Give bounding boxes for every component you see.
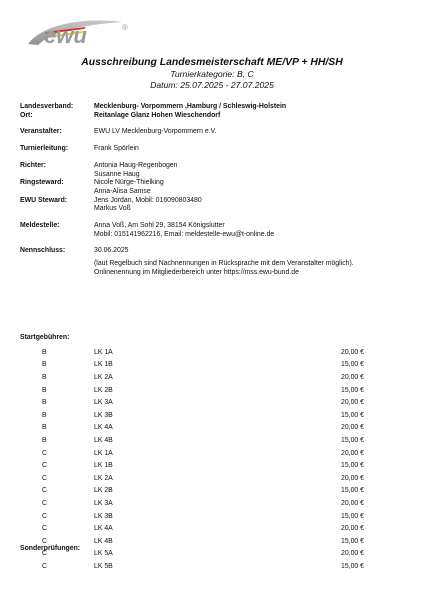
fee-class: LK 4B <box>94 537 113 545</box>
fee-row <box>20 472 364 485</box>
steward-1: Jens Jordan, Mobil: 016090803480 <box>94 196 202 204</box>
fee-class: LK 3A <box>94 399 113 407</box>
fee-price: 15,00 € <box>341 487 364 495</box>
special-tests-heading: Sonderprüfungen: <box>20 545 81 552</box>
fee-price: 20,00 € <box>341 348 364 356</box>
fee-category: B <box>42 424 47 432</box>
logo-lettering: ewu <box>44 23 87 48</box>
fee-row <box>20 447 364 460</box>
label-ort: Ort: <box>20 111 33 119</box>
label-ringsteward: Ringsteward: <box>20 179 64 187</box>
value-ort: Reitanlage Glanz Hohen Wieschendorf <box>94 111 221 119</box>
fee-category: C <box>42 537 47 545</box>
fee-price: 20,00 € <box>341 424 364 432</box>
fee-category: C <box>42 525 47 533</box>
fee-row <box>20 396 364 409</box>
nennschluss-note: (laut Regelbuch sind Nachnennungen in Rücksprache mit dem Veranstalter möglich). <box>94 260 354 268</box>
event-dates: Datum: 25.07.2025 - 27.07.2025 <box>150 80 274 90</box>
row-landesverband <box>20 103 400 112</box>
row-veranstalter <box>20 128 400 137</box>
fee-price: 20,00 € <box>341 550 364 558</box>
row-ringsteward <box>20 179 400 196</box>
fee-price: 20,00 € <box>341 399 364 407</box>
fee-class: LK 4A <box>94 424 113 432</box>
fee-row <box>20 522 364 535</box>
value-landesverband: Mecklenburg- Vorpommern ,Hamburg / Schleswig-Holstein <box>94 103 287 110</box>
row-ort <box>20 112 400 121</box>
label-turnierleitung: Turnierleitung: <box>20 145 69 153</box>
fee-category: B <box>42 361 47 369</box>
row-nennschluss <box>20 247 400 277</box>
label-nennschluss: Nennschluss: <box>20 247 66 255</box>
fee-category: B <box>42 411 47 419</box>
fee-class: LK 2A <box>94 474 113 482</box>
fee-price: 15,00 € <box>341 512 364 520</box>
fee-row <box>20 359 364 372</box>
fee-category: C <box>42 474 47 482</box>
fee-row <box>20 497 364 510</box>
fee-class: LK 2A <box>94 373 113 381</box>
info-section <box>20 103 400 278</box>
fee-row <box>20 384 364 397</box>
fee-price: 15,00 € <box>341 537 364 545</box>
value-veranstalter: EWU LV Mecklenburg-Vorpommern e.V. <box>94 128 217 136</box>
fee-row <box>20 409 364 422</box>
nennschluss-online: Onlinenennung im Mitgliederbereich unter https://mss.ewu-bund.de <box>94 268 299 276</box>
value-nennschluss <box>94 247 400 277</box>
fee-class: LK 5A <box>94 550 113 558</box>
meldestelle-address: Anna Voß, Am Sohl 29, 38154 Königslutter <box>94 222 225 230</box>
fee-price: 15,00 € <box>341 562 364 570</box>
fee-class: LK 3A <box>94 499 113 507</box>
fee-category: B <box>42 436 47 444</box>
row-meldestelle <box>20 222 400 239</box>
title-block <box>0 56 424 91</box>
row-richter <box>20 162 400 179</box>
fee-category: B <box>42 348 47 356</box>
richter-1: Antonia Haug-Regenbogen <box>94 161 178 169</box>
nennschluss-date: 30.06.2025 <box>94 247 129 255</box>
row-turnierleitung <box>20 145 400 154</box>
fee-price: 20,00 € <box>341 373 364 381</box>
fee-price: 15,00 € <box>341 462 364 470</box>
fee-class: LK 3B <box>94 512 113 520</box>
fee-category: C <box>42 512 47 520</box>
fee-price: 15,00 € <box>341 386 364 394</box>
fee-category: C <box>42 487 47 495</box>
fee-category: C <box>42 449 47 457</box>
fees-table <box>20 346 364 573</box>
ewu-logo <box>26 18 130 48</box>
fee-price: 20,00 € <box>341 449 364 457</box>
fee-class: LK 2B <box>94 487 113 495</box>
fee-row <box>20 434 364 447</box>
fee-row <box>20 346 364 359</box>
steward-2: Markus Voß <box>94 205 131 213</box>
meldestelle-contact: Mobil: 015141962216, Email: meldestelle-ewu@t-online.de <box>94 230 275 238</box>
fee-class: LK 2B <box>94 386 113 394</box>
logo-registered: ® <box>122 23 128 32</box>
label-richter: Richter: <box>20 161 47 169</box>
fees-heading: Startgebühren: <box>20 334 70 341</box>
fee-class: LK 1B <box>94 361 113 369</box>
fee-category: C <box>42 462 47 470</box>
fee-price: 20,00 € <box>341 525 364 533</box>
tournament-category: Turnierkategorie: B, C <box>170 69 254 79</box>
fee-class: LK 3B <box>94 411 113 419</box>
label-meldestelle: Meldestelle: <box>20 222 60 230</box>
fee-class: LK 1B <box>94 462 113 470</box>
label-veranstalter: Veranstalter: <box>20 128 62 136</box>
fee-price: 15,00 € <box>341 411 364 419</box>
fee-category: C <box>42 550 47 558</box>
fee-row <box>20 485 364 498</box>
fee-row <box>20 510 364 523</box>
fee-class: LK 5B <box>94 562 113 570</box>
fee-category: B <box>42 386 47 394</box>
ringsteward-1: Nicole Nürge-Thielking <box>94 179 164 187</box>
fee-price: 20,00 € <box>341 474 364 482</box>
ringsteward-2: Anna-Alisa Samse <box>94 187 151 195</box>
fee-category: C <box>42 562 47 570</box>
fee-price: 20,00 € <box>341 499 364 507</box>
value-ewu-steward <box>94 197 400 214</box>
label-ewu-steward: EWU Steward: <box>20 196 68 204</box>
value-turnierleitung: Frank Spörlein <box>94 145 139 153</box>
fee-row <box>20 459 364 472</box>
fee-price: 15,00 € <box>341 436 364 444</box>
fee-price: 15,00 € <box>341 361 364 369</box>
row-ewu-steward <box>20 197 400 214</box>
value-richter <box>94 162 400 179</box>
fee-category: B <box>42 399 47 407</box>
fee-category: C <box>42 499 47 507</box>
fee-class: LK 1A <box>94 348 113 356</box>
fee-row <box>20 422 364 435</box>
fee-class: LK 4A <box>94 525 113 533</box>
value-ringsteward <box>94 179 400 196</box>
fee-category: B <box>42 373 47 381</box>
fee-row <box>20 371 364 384</box>
document-title: Ausschreibung Landesmeisterschaft ME/VP + HH/SH <box>81 57 343 68</box>
fee-row <box>20 560 364 573</box>
value-meldestelle <box>94 222 400 239</box>
fee-class: LK 4B <box>94 436 113 444</box>
richter-2: Susanne Haug <box>94 170 140 178</box>
label-landesverband: Landesverband: <box>20 103 74 110</box>
fee-class: LK 1A <box>94 449 113 457</box>
